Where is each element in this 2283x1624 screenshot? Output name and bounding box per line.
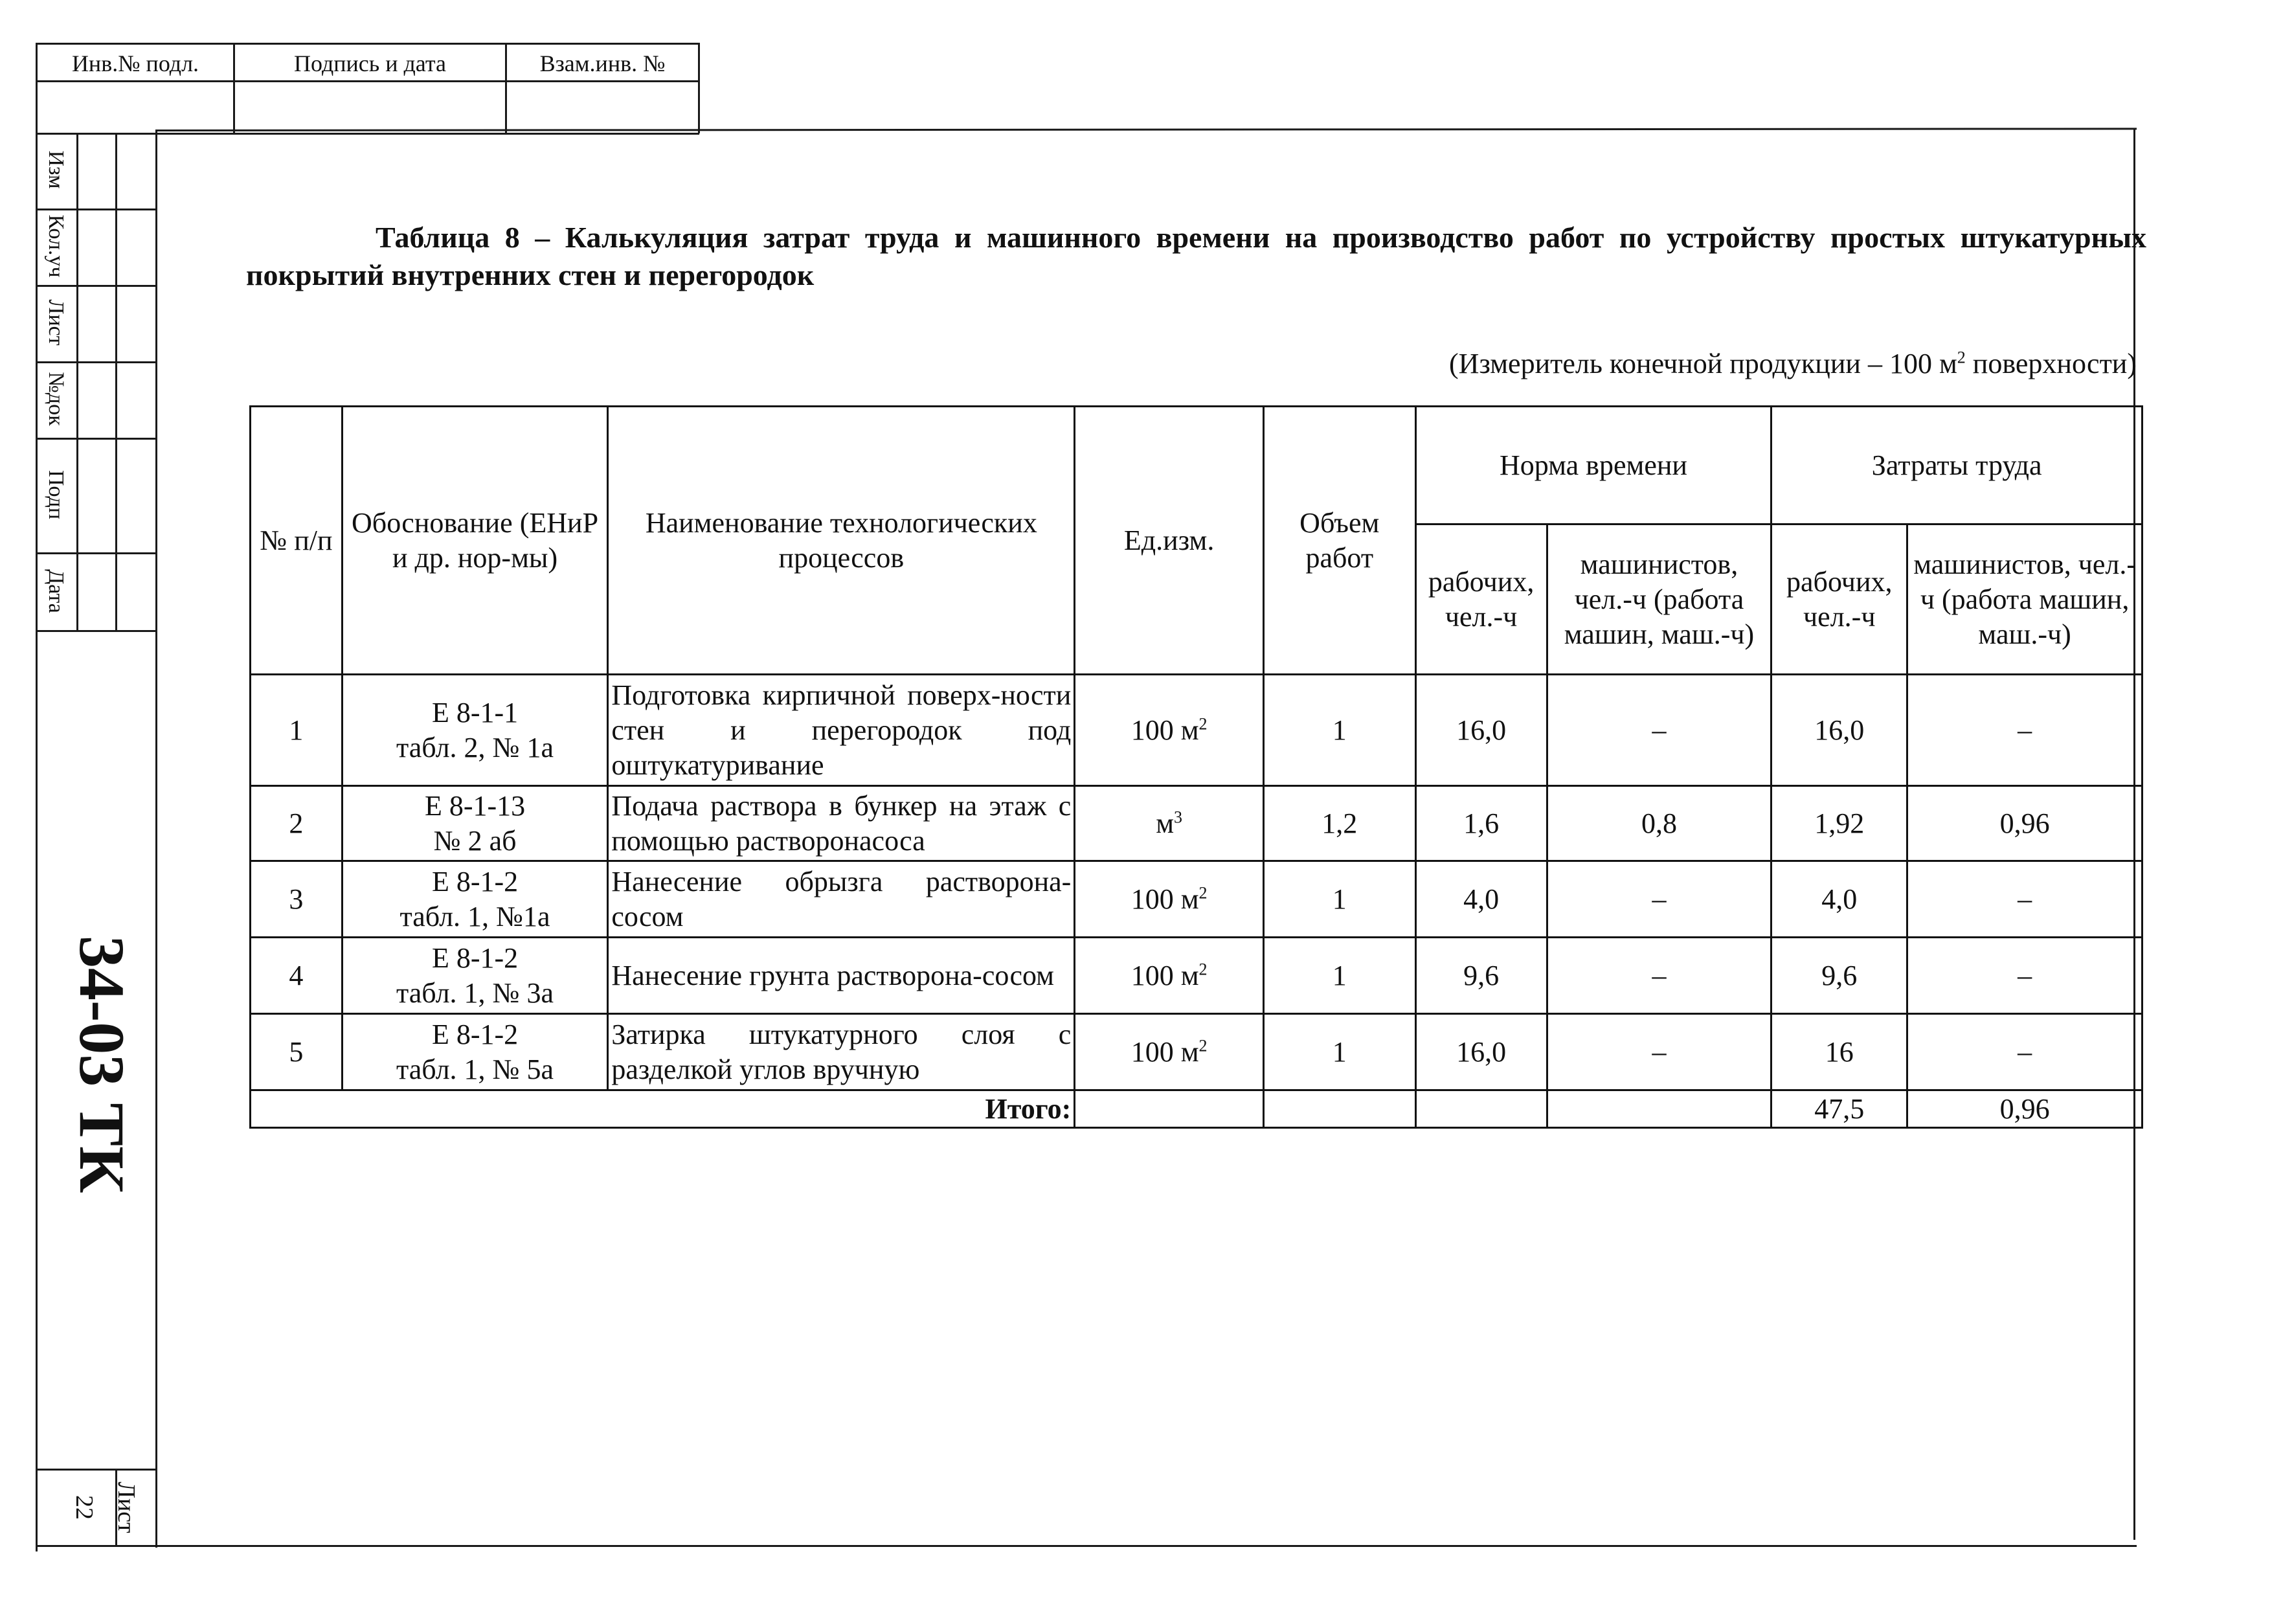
row-unit [1075,938,1264,1014]
row-norm-workers: 1,6 [1415,786,1547,861]
total-labor-machinists: 0,96 [1907,1090,2142,1128]
row-name: Затирка штукатурного слоя с разделкой углов вручную [608,1014,1075,1090]
row-num: 5 [251,1014,343,1090]
header-labor-group: Затраты труда [1771,407,2142,524]
total-unit [1075,1090,1264,1128]
row-unit-text: 100 м [1130,1035,1199,1068]
row-unit-sup: 2 [1198,883,1208,902]
total-label: Итого: [251,1090,1075,1128]
row-volume: 1 [1263,861,1415,938]
row-labor-machinists: – [1907,1014,2142,1090]
row-basis [342,938,608,1014]
header-labor-machinists: машинистов, чел.-ч (работа машин, маш.-ч) [1907,524,2142,675]
row-norm-machinists: – [1547,1014,1771,1090]
row-basis [342,861,608,938]
row-norm-machinists: – [1547,938,1771,1014]
row-num: 2 [251,786,343,861]
row-basis [342,786,608,861]
header-norm-group: Норма времени [1415,407,1771,524]
row-unit-sup: 2 [1198,714,1208,733]
header-unit: Ед.изм. [1075,407,1264,675]
measure-tail: поверхности) [1965,348,2137,379]
row-labor-workers: 1,92 [1771,786,1907,861]
table-row [251,861,2142,938]
row-unit-sup: 2 [1198,959,1208,978]
header-num: № п/п [251,407,343,675]
row-labor-machinists: 0,96 [1907,786,2142,861]
row-num: 3 [251,861,343,938]
row-unit-sup: 2 [1198,1035,1208,1055]
stamp-list-label: Лист [44,299,68,346]
header-norm-machinists: машинистов, чел.-ч (работа машин, маш.-ч) [1547,524,1771,675]
row-labor-workers: 16 [1771,1014,1907,1090]
stamp-data-label: Дата [44,569,68,613]
row-norm-machinists: – [1547,861,1771,938]
labor-calculation-table [249,405,2143,1129]
row-volume: 1 [1263,675,1415,786]
stamp-podp-label: Подп [44,469,68,520]
row-num: 4 [251,938,343,1014]
row-basis-code: Е 8-1-1 [431,696,519,728]
row-labor-workers: 16,0 [1771,675,1907,786]
row-name: Подача раствора в бункер на этаж с помощью растворонасоса [608,786,1075,861]
header-labor-workers: рабочих, чел.-ч [1771,524,1907,675]
total-labor-workers: 47,5 [1771,1090,1907,1128]
row-basis-code: Е 8-1-2 [431,865,519,897]
header-basis: Обоснование (ЕНиР и др. нор-мы) [342,407,608,675]
stamp-sign-date-label: Подпись и дата [294,51,446,76]
row-basis-ref: табл. 1, № 5а [396,1053,554,1085]
row-norm-workers: 9,6 [1415,938,1547,1014]
row-basis-code: Е 8-1-13 [424,789,526,822]
row-basis [342,675,608,786]
table-row [251,938,2142,1014]
measure-sup: 2 [1957,348,1966,367]
total-norm-machinists [1547,1090,1771,1128]
row-name: Подготовка кирпичной поверх-ности стен и перегородок под оштукатуривание [608,675,1075,786]
row-basis-ref: табл. 1, №1а [399,900,550,932]
stamp-kol-uch-label: Кол.уч [44,214,68,278]
row-unit-sup: 3 [1174,807,1183,826]
row-basis-ref: табл. 1, № 3а [396,976,554,1009]
row-volume: 1 [1263,938,1415,1014]
total-norm-workers [1415,1090,1547,1128]
stamp-inv-label: Инв.№ подл. [71,51,199,76]
row-unit [1075,786,1264,861]
sheet-number: 22 [71,1495,98,1520]
row-norm-workers: 4,0 [1415,861,1547,938]
row-unit [1075,861,1264,938]
row-basis-code: Е 8-1-2 [431,942,519,974]
stamp-izm-label: Изм [44,150,68,189]
row-unit-text: 100 м [1130,959,1199,991]
table-row [251,786,2142,861]
row-unit-text: 100 м [1130,714,1199,746]
row-unit [1075,675,1264,786]
row-basis-ref: № 2 аб [433,824,517,857]
row-labor-machinists: – [1907,675,2142,786]
stamp-replace-inv-label: Взам.инв. № [539,51,666,76]
row-name: Нанесение грунта растворона-сосом [608,938,1075,1014]
measure-note [1449,347,2137,380]
row-labor-machinists: – [1907,938,2142,1014]
table-row [251,675,2142,786]
header-row-1 [251,407,2142,524]
row-norm-workers: 16,0 [1415,1014,1547,1090]
header-volume: Объем работ [1263,407,1415,675]
row-norm-workers: 16,0 [1415,675,1547,786]
row-basis [342,1014,608,1090]
total-volume [1263,1090,1415,1128]
measure-text: (Измеритель конечной продукции – 100 м [1449,348,1957,379]
row-labor-workers: 9,6 [1771,938,1907,1014]
row-unit-text: м [1156,807,1175,839]
row-volume: 1 [1263,1014,1415,1090]
stamp-ndok-label: №док [44,372,68,426]
table-row [251,1014,2142,1090]
document-code: 34-03 ТК [66,936,138,1193]
row-num: 1 [251,675,343,786]
row-basis-ref: табл. 2, № 1а [396,731,554,763]
total-row [251,1090,2142,1128]
header-name: Наименование технологических процессов [608,407,1075,675]
row-unit [1075,1014,1264,1090]
row-unit-text: 100 м [1130,883,1199,915]
row-labor-workers: 4,0 [1771,861,1907,938]
row-norm-machinists: – [1547,675,1771,786]
table-title: Таблица 8 – Калькуляция затрат труда и машинного времени на производство работ по устройству простых штукатурных покрытий внутренних стен и перегородок [246,221,2146,291]
row-name: Нанесение обрызга растворона-сосом [608,861,1075,938]
row-volume: 1,2 [1263,786,1415,861]
header-norm-workers: рабочих, чел.-ч [1415,524,1547,675]
row-norm-machinists: 0,8 [1547,786,1771,861]
sheet-label: Лист [113,1482,140,1533]
row-labor-machinists: – [1907,861,2142,938]
row-basis-code: Е 8-1-2 [431,1018,519,1050]
